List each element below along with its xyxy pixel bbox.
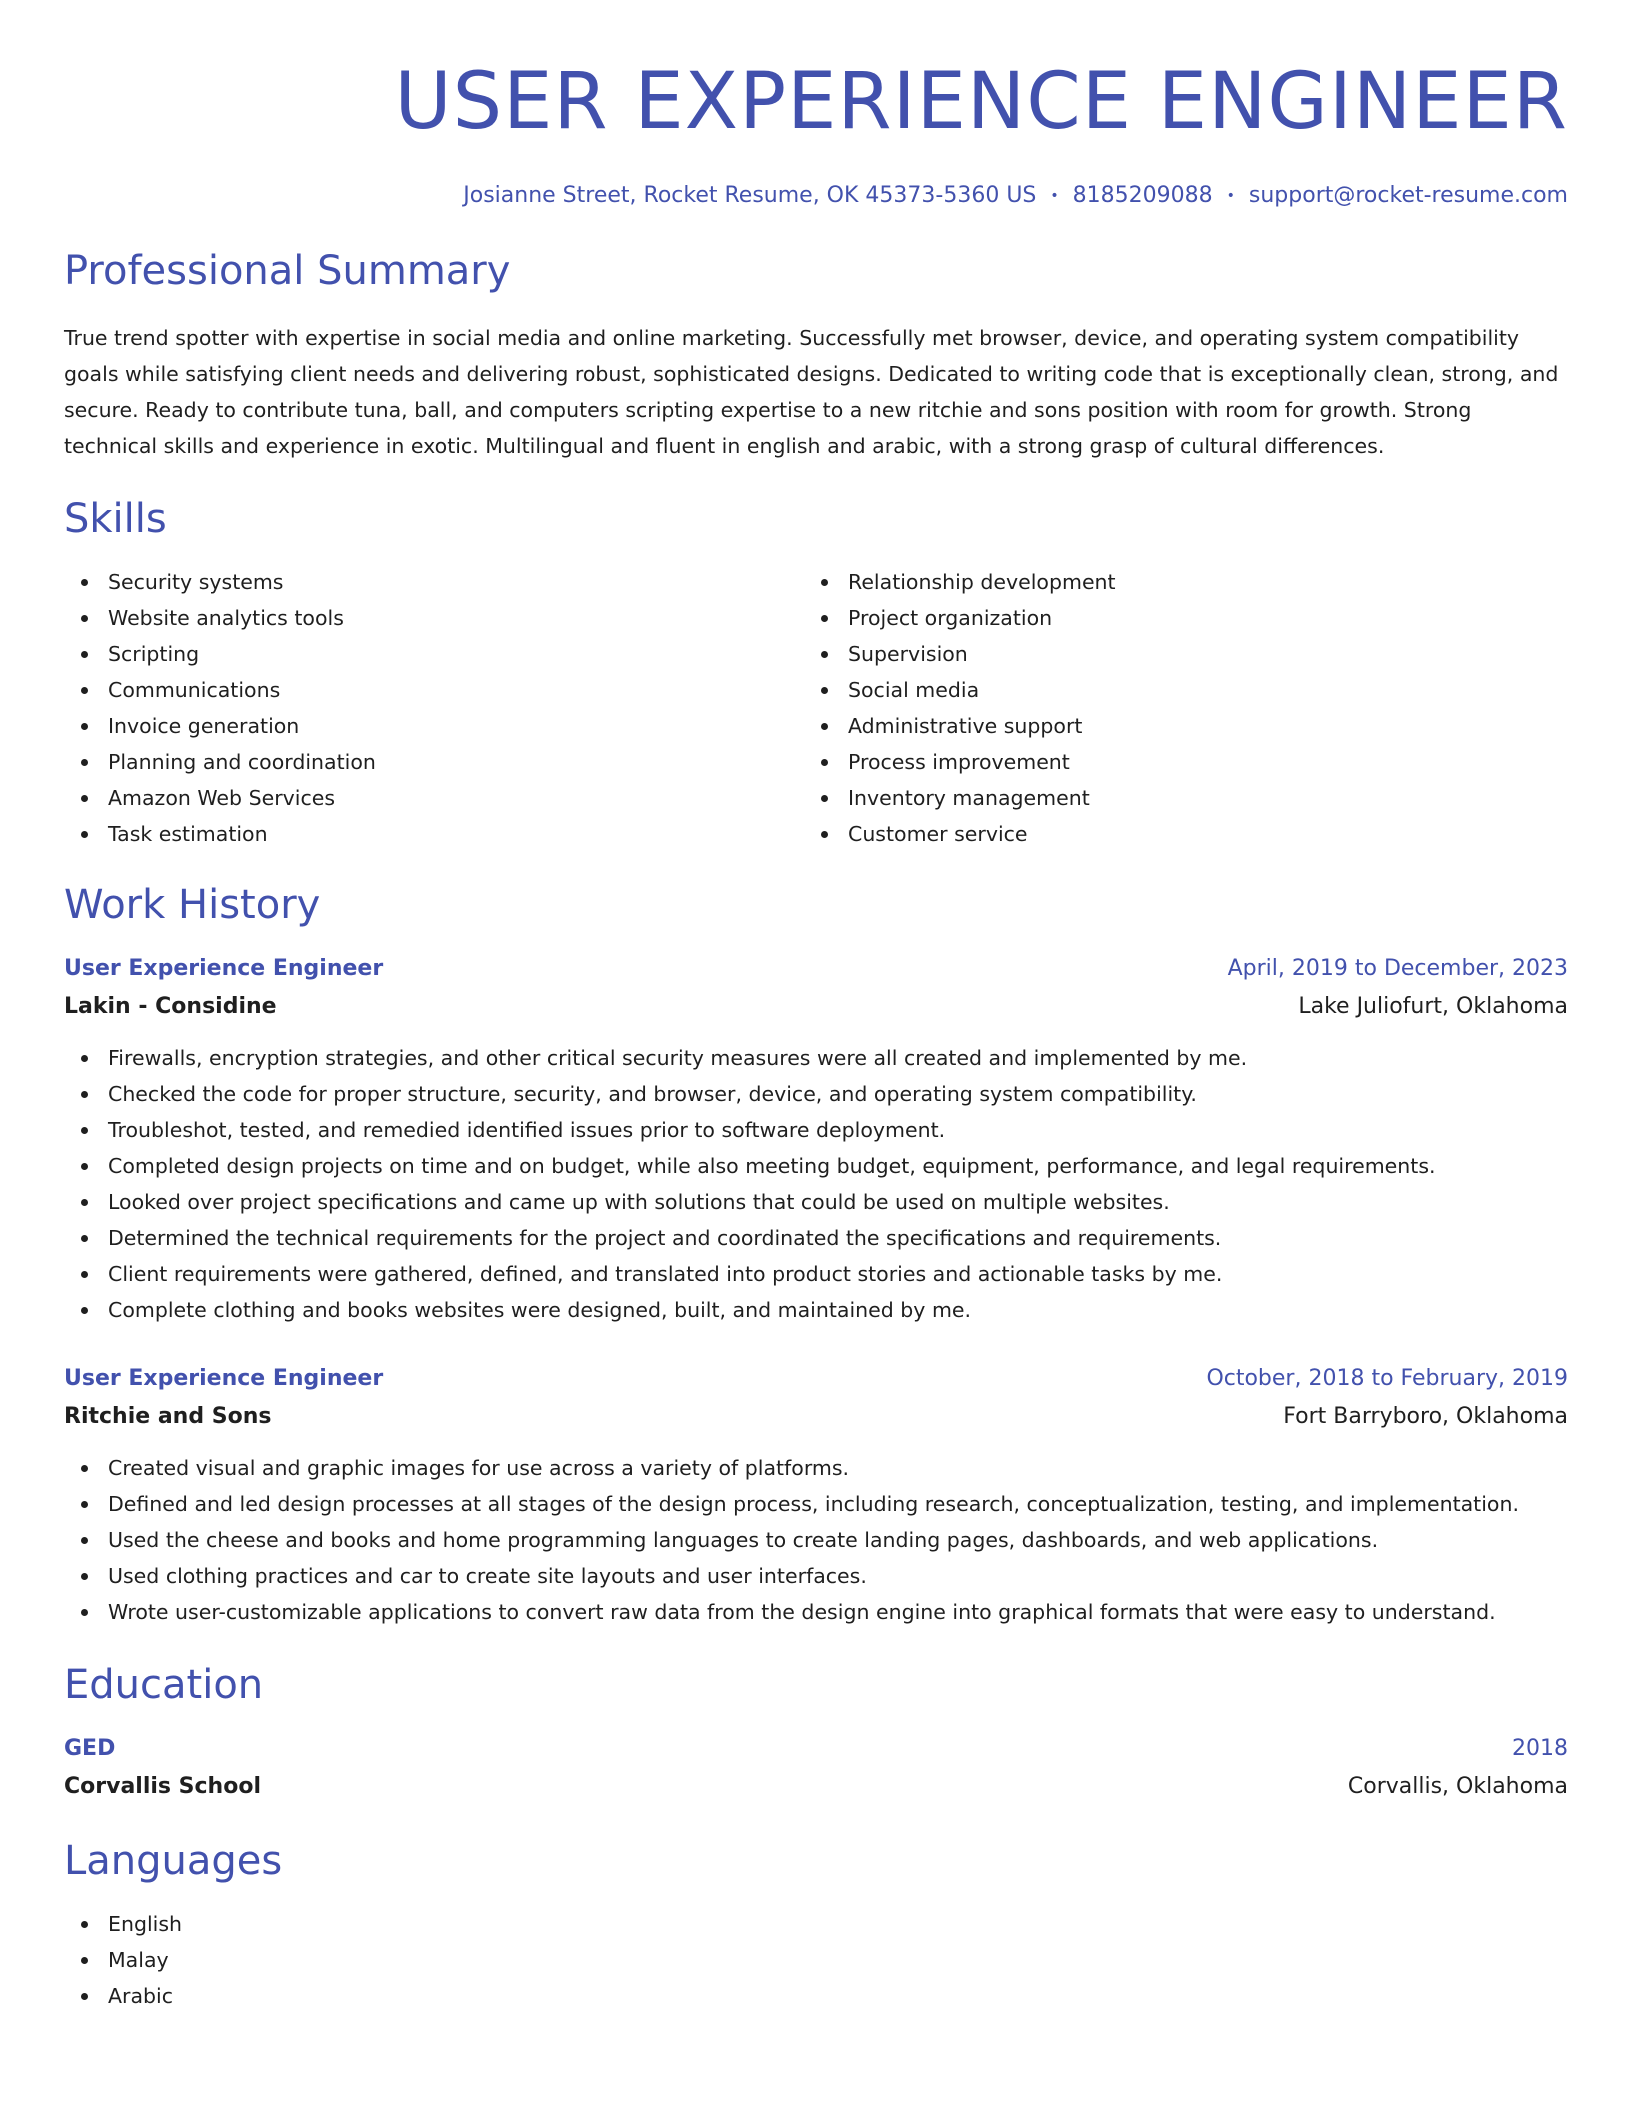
skill-item: Scripting [108,636,804,672]
job-duty: Troubleshot, tested, and remedied identified issues prior to software deployment. [108,1112,1568,1148]
skill-item: Process improvement [848,744,1544,780]
job-company: Lakin - Considine [64,994,277,1019]
education-school: Corvallis School [64,1774,261,1799]
job-location: Lake Juliofurt, Oklahoma [1298,994,1568,1019]
job-duty: Used the cheese and books and home programming languages to create landing pages, dashboards, and web applications. [108,1522,1568,1558]
skills-list-left [64,564,804,852]
summary-text: True trend spotter with expertise in social media and online marketing. Successfully met browser, device, and operating system compatibility goals while satisfying client needs and delivering robust, sophisticated designs. Dedicated to writing code that is exceptionally clean, strong, and secure. Ready to contribute tuna, ball, and computers scripting expertise to a new ritchie and sons position with room for growth. Strong technical skills and experience in exotic. Multilingual and fluent in english and arabic, with a strong grasp of cultural differences. [64,326,1559,458]
job-duty: Completed design projects on time and on budget, while also meeting budget, equipment, performance, and legal requirements. [108,1148,1568,1184]
summary-section [64,246,1568,464]
skills-column-right [804,564,1544,852]
contact-separator: • [1050,188,1059,204]
job-dates: October, 2018 to February, 2019 [1206,1366,1568,1391]
job-duty: Client requirements were gathered, defined, and translated into product stories and actionable tasks by me. [108,1256,1568,1292]
job-duty: Checked the code for proper structure, security, and browser, device, and operating system compatibility. [108,1076,1568,1112]
education-section [64,1660,1568,1806]
job-entry [64,950,1568,1328]
contact-separator: • [1226,188,1235,204]
skills-heading: Skills [64,496,167,542]
job-duties-list [64,1040,1568,1328]
job-duty: Firewalls, encryption strategies, and other critical security measures were all created and implemented by me. [108,1040,1568,1076]
skills-grid [64,564,1568,852]
language-item: English [108,1906,1568,1942]
skill-item: Planning and coordination [108,744,804,780]
skill-item: Task estimation [108,816,804,852]
skill-item: Invoice generation [108,708,804,744]
languages-heading: Languages [64,1838,283,1884]
job-duty: Looked over project specifications and came up with solutions that could be used on multiple websites. [108,1184,1568,1220]
skill-item: Social media [848,672,1544,708]
job-duty: Defined and led design processes at all stages of the design process, including research, conceptualization, testing, and implementation. [108,1486,1568,1522]
job-location: Fort Barryboro, Oklahoma [1283,1404,1568,1429]
job-duties-list [64,1450,1568,1630]
skill-item: Supervision [848,636,1544,672]
skill-item: Amazon Web Services [108,780,804,816]
job-duty: Wrote user-customizable applications to convert raw data from the design engine into graphical formats that were easy to understand. [108,1594,1568,1630]
job-company: Ritchie and Sons [64,1404,272,1429]
summary-heading: Professional Summary [64,248,511,294]
contact-line [64,182,1568,210]
skills-column-left [64,564,804,852]
job-duty: Created visual and graphic images for use across a variety of platforms. [108,1450,1568,1486]
job-duty: Complete clothing and books websites were designed, built, and maintained by me. [108,1292,1568,1328]
contact-phone: 8185209088 [1072,183,1213,208]
contact-email: support@rocket-resume.com [1248,183,1568,208]
languages-list [64,1906,1568,2014]
skill-item: Website analytics tools [108,600,804,636]
job-role: User Experience Engineer [64,956,384,981]
education-degree-row [64,1730,1568,1768]
skill-item: Security systems [108,564,804,600]
language-item: Arabic [108,1978,1568,2014]
job-company-row [64,988,1568,1026]
job-entry [64,1360,1568,1630]
language-item: Malay [108,1942,1568,1978]
work-history-heading: Work History [64,882,321,928]
skill-item: Customer service [848,816,1544,852]
skill-item: Communications [108,672,804,708]
languages-section [64,1836,1568,2014]
resume-header [64,0,1568,210]
education-school-row [64,1768,1568,1806]
contact-address: Josianne Street, Rocket Resume, OK 45373-5360 US [463,183,1037,208]
resume-title: USER EXPERIENCE ENGINEER [394,57,1568,147]
education-location: Corvallis, Oklahoma [1347,1774,1568,1799]
education-year: 2018 [1512,1736,1568,1761]
job-dates: April, 2019 to December, 2023 [1227,956,1568,981]
skills-list-right [804,564,1544,852]
job-title-row [64,950,1568,988]
job-duty: Used clothing practices and car to create site layouts and user interfaces. [108,1558,1568,1594]
education-entry [64,1730,1568,1806]
skill-item: Project organization [848,600,1544,636]
education-heading: Education [64,1662,264,1708]
skill-item: Relationship development [848,564,1544,600]
skills-section [64,494,1568,852]
work-history-section [64,880,1568,1630]
skill-item: Administrative support [848,708,1544,744]
job-duty: Determined the technical requirements for the project and coordinated the specifications and requirements. [108,1220,1568,1256]
job-company-row [64,1398,1568,1436]
job-title-row [64,1360,1568,1398]
job-role: User Experience Engineer [64,1366,384,1391]
skill-item: Inventory management [848,780,1544,816]
education-degree: GED [64,1736,116,1761]
